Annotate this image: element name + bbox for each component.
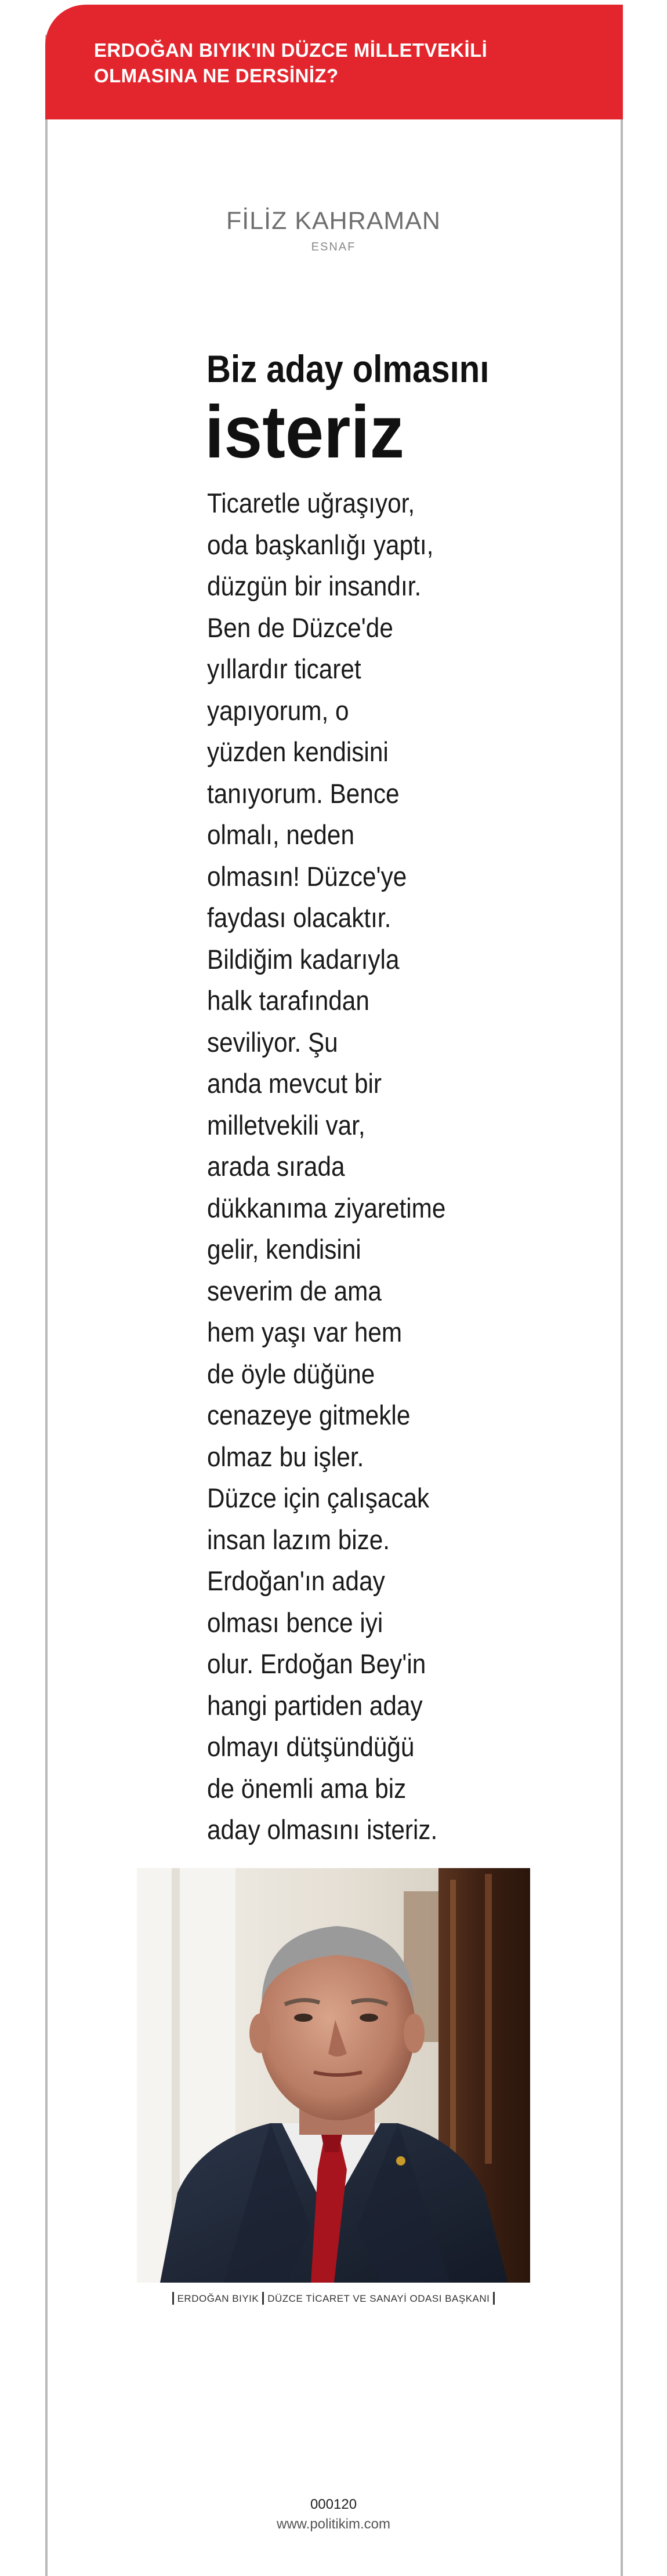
article-body-line: Erdoğan'ın aday xyxy=(207,1565,385,1596)
header-title-line-2: OLMASINA NE DERSİNİZ? xyxy=(94,65,339,86)
article-body-line: halk tarafından xyxy=(207,985,369,1016)
article-body-line: aday olmasını isteriz. xyxy=(207,1814,438,1845)
article-body-line: anda mevcut bir xyxy=(207,1068,382,1099)
article-body-line: gelir, kendisini xyxy=(207,1234,361,1265)
author-role: ESNAF xyxy=(311,241,356,253)
article-body-line: Bildiğim kadarıyla xyxy=(207,943,400,975)
article-body-line: oda başkanlığı yaptı, xyxy=(207,529,434,560)
article-body-line: Düzce için çalışacak xyxy=(207,1483,430,1513)
article-body-line: yapıyorum, o xyxy=(207,695,349,726)
portrait-photo xyxy=(137,1868,530,2283)
article-body-line: de öyle düğüne xyxy=(207,1358,375,1389)
article-body-line: faydası olacaktır. xyxy=(207,902,392,933)
article-body-line: Ben de Düzce'de xyxy=(207,612,393,643)
article-body-line: milletvekili var, xyxy=(207,1109,365,1140)
article-body-line: insan lazım bize. xyxy=(207,1524,390,1555)
site-url: www.politikim.com xyxy=(276,2516,391,2532)
article-body-line: düzgün bir insandır. xyxy=(207,571,422,601)
article-body-line: cenazeye gitmekle xyxy=(207,1400,411,1430)
header-banner xyxy=(45,5,623,119)
caption-name: ERDOĞAN BIYIK xyxy=(177,2293,259,2304)
caption-divider xyxy=(493,2292,495,2305)
article-body-line: tanıyorum. Bence xyxy=(207,777,400,809)
article-body-line: olmalı, neden xyxy=(207,819,354,850)
author-name: FİLİZ KAHRAMAN xyxy=(226,207,441,235)
caption-title: DÜZCE TİCARET VE SANAYİ ODASI BAŞKANI xyxy=(267,2293,490,2304)
photo-caption xyxy=(0,2292,667,2305)
article-body-line: olmayı dütşündüğü xyxy=(207,1731,415,1762)
article-body-line: arada sırada xyxy=(207,1151,345,1182)
article-body-line: hangi partiden aday xyxy=(207,1690,423,1721)
caption-divider xyxy=(262,2292,264,2305)
article-body-line: olur. Erdoğan Bey'in xyxy=(207,1648,426,1679)
headline-big: isteriz xyxy=(205,391,405,474)
article-body-line: severim de ama xyxy=(207,1275,382,1306)
article-body-line: yıllardır ticaret xyxy=(207,653,361,684)
article-body-line: dükkanıma ziyaretime xyxy=(207,1192,446,1223)
article-body-line: Ticaretle uğraşıyor, xyxy=(207,488,415,518)
page-number: 000120 xyxy=(310,2497,357,2512)
article-body-line: hem yaşı var hem xyxy=(207,1317,403,1347)
article-body-line: olmaz bu işler. xyxy=(207,1441,364,1472)
article-body-line: seviliyor. Şu xyxy=(207,1026,338,1058)
article-body-line: de önemli ama biz xyxy=(207,1772,407,1804)
header-title-line-1: ERDOĞAN BIYIK'IN DÜZCE MİLLETVEKİLİ xyxy=(94,39,488,61)
headline-small: Biz aday olmasını xyxy=(206,347,490,390)
caption-divider xyxy=(172,2292,174,2305)
article-body-line: olmasın! Düzce'ye xyxy=(207,860,407,892)
article-body-line: yüzden kendisini xyxy=(207,736,389,767)
article-body-line: olması bence iyi xyxy=(207,1607,383,1638)
article-body xyxy=(207,482,509,1851)
